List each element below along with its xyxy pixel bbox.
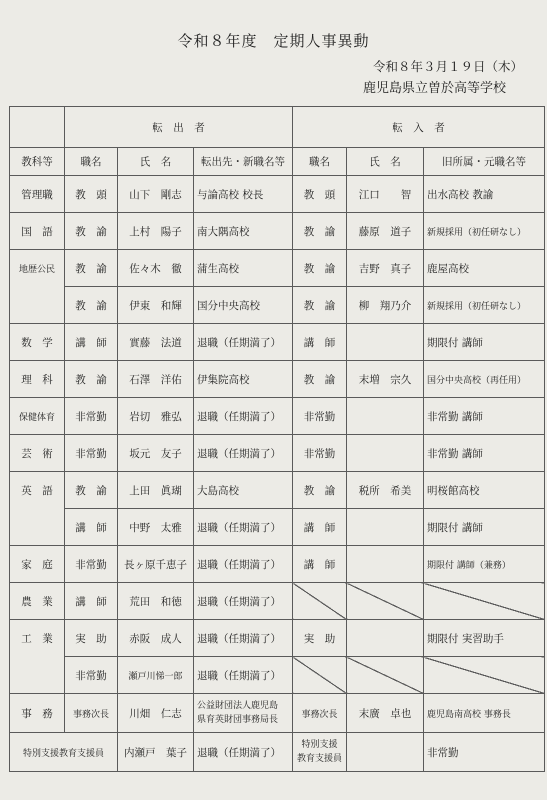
out-position-header: 職名 xyxy=(65,148,118,176)
out-name-cell: 荒田 和徳 xyxy=(118,583,194,620)
out-name-cell: 上田 眞瑚 xyxy=(118,472,194,509)
in-position-cell: 教 頭 xyxy=(293,176,347,213)
in-name-cell-empty xyxy=(347,657,424,694)
out-name-cell: 瀬戸川悌一郎 xyxy=(118,657,194,694)
out-name-cell: 中野 太雅 xyxy=(118,509,194,546)
out-destination-cell: 退職（任期満了） xyxy=(194,398,293,435)
in-previous-cell: 鹿児島南高校 事務長 xyxy=(424,694,545,733)
out-name-cell: 上村 陽子 xyxy=(118,213,194,250)
in-position-line-1: 特別支援 xyxy=(301,740,338,750)
out-destination-cell: 伊集院高校 xyxy=(194,361,293,398)
table-row xyxy=(10,733,545,772)
out-name-header: 氏 名 xyxy=(118,148,194,176)
subject-cell: 農 業 xyxy=(10,583,65,620)
subject-cell: 地歴公民 xyxy=(10,250,65,287)
out-destination-cell: 退職（任期満了） xyxy=(194,324,293,361)
in-previous-cell: 期限付 講師 xyxy=(424,324,545,361)
out-position-cell: 講 師 xyxy=(65,324,118,361)
in-position-cell xyxy=(293,733,347,772)
in-position-cell: 実 助 xyxy=(293,620,347,657)
out-destination-cell: 退職（任期満了） xyxy=(194,583,293,620)
out-name-cell: 坂元 友子 xyxy=(118,435,194,472)
subject-cell: 芸 術 xyxy=(10,435,65,472)
in-name-cell: 末廣 卓也 xyxy=(347,694,424,733)
subject-cell: 家 庭 xyxy=(10,546,65,583)
school-name: 鹿児島県立曽於高等学校 xyxy=(363,81,507,96)
out-position-cell: 非常勤 xyxy=(65,546,118,583)
out-destination-cell xyxy=(194,694,293,733)
table-row xyxy=(10,694,545,733)
out-position-cell: 教 頭 xyxy=(65,176,118,213)
in-previous-cell: 期限付 実習助手 xyxy=(424,620,545,657)
in-previous-cell: 明桜館高校 xyxy=(424,472,545,509)
in-previous-cell: 新規採用（初任研なし） xyxy=(424,287,545,324)
in-name-cell xyxy=(347,398,424,435)
out-destination-cell: 退職（任期満了） xyxy=(194,657,293,694)
in-position-cell: 教 諭 xyxy=(293,250,347,287)
out-name-cell: 川畑 仁志 xyxy=(118,694,194,733)
subject-header: 教科等 xyxy=(10,148,65,176)
in-position-line-2: 教育支援員 xyxy=(297,754,343,764)
table-row xyxy=(10,546,545,583)
issue-date: 令和８年３月１９日（木） xyxy=(373,59,524,74)
in-previous-cell: 国分中央高校（再任用） xyxy=(424,361,545,398)
subject-cell: 国 語 xyxy=(10,213,65,250)
in-previous-cell: 期限付 講師（兼務） xyxy=(424,546,545,583)
table-row xyxy=(10,324,545,361)
in-position-cell: 事務次長 xyxy=(293,694,347,733)
transfer-out-header: 転 出 者 xyxy=(65,107,293,148)
in-previous-cell: 新規採用（初任研なし） xyxy=(424,213,545,250)
subject-cell xyxy=(10,287,65,324)
out-name-cell: 實藤 法道 xyxy=(118,324,194,361)
out-destination-line-2: 県育英財団事務局長 xyxy=(197,715,279,725)
in-name-cell xyxy=(347,324,424,361)
out-destination-cell: 退職（任期満了） xyxy=(194,620,293,657)
subject-cell: 特別支援教育支援員 xyxy=(10,733,118,772)
in-previous-cell: 非常勤 xyxy=(424,733,545,772)
out-name-cell: 長ヶ原千恵子 xyxy=(118,546,194,583)
in-position-cell: 教 諭 xyxy=(293,287,347,324)
subject-cell: 工 業 xyxy=(10,620,65,657)
subject-cell: 英 語 xyxy=(10,472,65,509)
out-destination-cell: 退職（任期満了） xyxy=(194,509,293,546)
table-row xyxy=(10,657,545,694)
subject-cell xyxy=(10,509,65,546)
out-destination-line-1: 公益財団法人鹿児島 xyxy=(197,701,279,711)
out-destination-cell: 南大隅高校 xyxy=(194,213,293,250)
page-title: 令和８年度 定期人事異動 xyxy=(177,32,370,50)
in-previous-cell-empty xyxy=(424,583,545,620)
in-previous-cell: 鹿屋高校 xyxy=(424,250,545,287)
in-name-cell: 税所 希美 xyxy=(347,472,424,509)
out-destination-cell: 国分中央高校 xyxy=(194,287,293,324)
in-position-cell: 講 師 xyxy=(293,509,347,546)
subject-cell: 管理職 xyxy=(10,176,65,213)
in-previous-cell: 非常勤 講師 xyxy=(424,435,545,472)
table-row xyxy=(10,472,545,509)
in-name-cell: 柳 翔乃介 xyxy=(347,287,424,324)
in-position-header: 職名 xyxy=(293,148,347,176)
table-row xyxy=(10,176,545,213)
in-name-cell-empty xyxy=(347,583,424,620)
transfer-in-header: 転 入 者 xyxy=(293,107,545,148)
corner-cell xyxy=(10,107,65,148)
in-position-cell: 講 師 xyxy=(293,546,347,583)
out-position-cell: 講 師 xyxy=(65,509,118,546)
table-row xyxy=(10,583,545,620)
subject-cell: 数 学 xyxy=(10,324,65,361)
out-destination-cell: 退職（任期満了） xyxy=(194,435,293,472)
in-previous-cell: 出水高校 教諭 xyxy=(424,176,545,213)
out-name-cell: 赤阪 成人 xyxy=(118,620,194,657)
out-position-cell: 教 諭 xyxy=(65,361,118,398)
table-row xyxy=(10,620,545,657)
group-header-row xyxy=(10,107,545,148)
column-header-row xyxy=(10,148,545,176)
out-name-cell: 伊東 和輝 xyxy=(118,287,194,324)
out-position-cell: 教 諭 xyxy=(65,287,118,324)
in-position-cell: 教 諭 xyxy=(293,472,347,509)
out-destination-header: 転出先・新職名等 xyxy=(194,148,293,176)
in-previous-cell: 非常勤 講師 xyxy=(424,398,545,435)
subject-cell: 理 科 xyxy=(10,361,65,398)
table-row xyxy=(10,287,545,324)
subject-cell xyxy=(10,657,65,694)
in-position-cell: 教 諭 xyxy=(293,213,347,250)
subject-cell: 事 務 xyxy=(10,694,65,733)
in-name-cell: 吉野 真子 xyxy=(347,250,424,287)
in-name-cell xyxy=(347,733,424,772)
in-position-cell: 教 諭 xyxy=(293,361,347,398)
out-destination-cell: 退職（任期満了） xyxy=(194,733,293,772)
in-position-cell: 非常勤 xyxy=(293,435,347,472)
in-previous-header: 旧所属・元職名等 xyxy=(424,148,545,176)
in-name-cell xyxy=(347,509,424,546)
table-row xyxy=(10,398,545,435)
out-position-cell: 非常勤 xyxy=(65,435,118,472)
table-row xyxy=(10,361,545,398)
in-name-cell xyxy=(347,620,424,657)
table-row xyxy=(10,213,545,250)
in-position-cell: 講 師 xyxy=(293,324,347,361)
table-row xyxy=(10,435,545,472)
out-position-cell: 講 師 xyxy=(65,583,118,620)
in-name-cell xyxy=(347,546,424,583)
out-name-cell: 石澤 洋佑 xyxy=(118,361,194,398)
out-name-cell: 内瀬戸 葉子 xyxy=(118,733,194,772)
out-destination-cell: 大島高校 xyxy=(194,472,293,509)
subject-cell: 保健体育 xyxy=(10,398,65,435)
personnel-table xyxy=(9,106,545,772)
in-name-cell xyxy=(347,435,424,472)
in-previous-cell-empty xyxy=(424,657,545,694)
table-row xyxy=(10,509,545,546)
out-destination-cell: 退職（任期満了） xyxy=(194,546,293,583)
table-row xyxy=(10,250,545,287)
out-position-cell: 非常勤 xyxy=(65,398,118,435)
in-name-cell: 藤原 道子 xyxy=(347,213,424,250)
in-name-cell: 末増 宗久 xyxy=(347,361,424,398)
out-position-cell: 教 諭 xyxy=(65,472,118,509)
in-position-cell-empty xyxy=(293,583,347,620)
out-position-cell: 実 助 xyxy=(65,620,118,657)
out-position-cell: 教 諭 xyxy=(65,213,118,250)
in-previous-cell: 期限付 講師 xyxy=(424,509,545,546)
in-name-header: 氏 名 xyxy=(347,148,424,176)
out-destination-cell: 与論高校 校長 xyxy=(194,176,293,213)
out-position-cell: 教 諭 xyxy=(65,250,118,287)
out-name-cell: 佐々木 徹 xyxy=(118,250,194,287)
out-destination-cell: 蒲生高校 xyxy=(194,250,293,287)
in-position-cell-empty xyxy=(293,657,347,694)
in-name-cell: 江口 智 xyxy=(347,176,424,213)
out-name-cell: 山下 剛志 xyxy=(118,176,194,213)
out-position-cell: 非常勤 xyxy=(65,657,118,694)
out-position-cell: 事務次長 xyxy=(65,694,118,733)
out-name-cell: 岩切 雅弘 xyxy=(118,398,194,435)
in-position-cell: 非常勤 xyxy=(293,398,347,435)
